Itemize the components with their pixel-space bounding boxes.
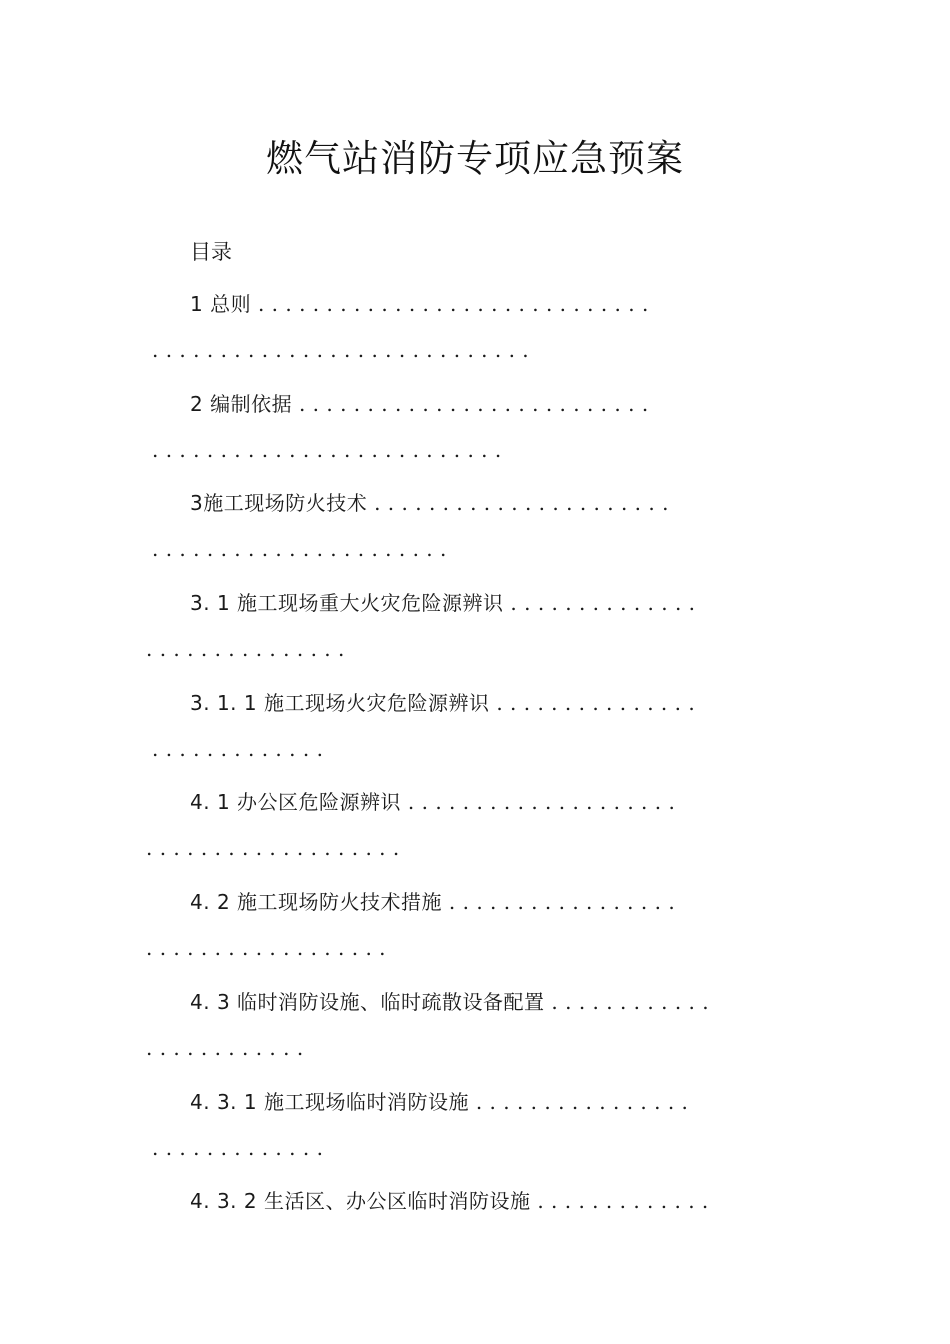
toc-entry-label: 4. 3. 2 生活区、办公区临时消防设施 xyxy=(190,1189,531,1213)
toc-leader-dots: . . . . . . . . . . . . . . . . . . . . . . . . . . . . . xyxy=(251,292,649,316)
toc-entry-line[interactable] xyxy=(190,886,675,915)
toc-entry-label: 4. 1 办公区危险源辨识 xyxy=(190,790,402,814)
toc-entry-label: 1 总则 xyxy=(190,292,252,316)
toc-leader-continuation: . . . . . . . . . . . . . . . . . . . . . . . . . . . . xyxy=(152,338,530,362)
toc-leader-continuation: . . . . . . . . . . . . . xyxy=(152,1136,324,1160)
toc-entry-label: 2 编制依据 xyxy=(190,392,293,416)
toc-entry-line[interactable] xyxy=(190,487,669,516)
toc-entry-line[interactable] xyxy=(190,1086,688,1115)
toc-entry-line[interactable] xyxy=(190,786,675,815)
toc-leader-dots: . . . . . . . . . . . . . . . . . . . . . . xyxy=(367,491,669,515)
toc-entry-label: 4. 2 施工现场防火技术措施 xyxy=(190,890,443,914)
toc-leader-dots: . . . . . . . . . . . . . . . . . . . . xyxy=(401,790,676,814)
toc-leader-continuation: . . . . . . . . . . . . . . . xyxy=(146,637,345,661)
toc-leader-dots: . . . . . . . . . . . . . . . . . . . . . . . . . . xyxy=(292,392,649,416)
toc-leader-continuation: . . . . . . . . . . . . . . . . . . . . . . . . . . xyxy=(152,438,502,462)
toc-leader-dots: . . . . . . . . . . . . . xyxy=(530,1189,709,1213)
toc-leader-continuation: . . . . . . . . . . . . . . . . . . xyxy=(146,936,387,960)
toc-entry-label: 3. 1. 1 施工现场火灾危险源辨识 xyxy=(190,691,490,715)
toc-leader-dots: . . . . . . . . . . . . xyxy=(544,990,710,1014)
toc-entry-label: 4. 3. 1 施工现场临时消防设施 xyxy=(190,1090,469,1114)
toc-entry-label: 3施工现场防火技术 xyxy=(190,491,368,515)
toc-entry-line[interactable] xyxy=(190,687,695,716)
toc-entry-line[interactable] xyxy=(190,587,696,616)
toc-heading: 目录 xyxy=(190,240,232,264)
toc-leader-continuation: . . . . . . . . . . . . . . . . . . . xyxy=(146,836,400,860)
document-title: 燃气站消防专项应急预案 xyxy=(266,137,684,180)
toc-entry-line[interactable] xyxy=(190,288,649,317)
toc-leader-dots: . . . . . . . . . . . . . . . . xyxy=(468,1090,689,1114)
toc-leader-dots: . . . . . . . . . . . . . . xyxy=(503,591,696,615)
toc-entry-label: 4. 3 临时消防设施、临时疏散设备配置 xyxy=(190,990,545,1014)
toc-leader-continuation: . . . . . . . . . . . . . . . . . . . . . . xyxy=(152,537,447,561)
toc-entry-label: 3. 1 施工现场重大火灾危险源辨识 xyxy=(190,591,504,615)
toc-leader-continuation: . . . . . . . . . . . . xyxy=(146,1036,304,1060)
toc-leader-dots: . . . . . . . . . . . . . . . xyxy=(489,691,696,715)
toc-leader-dots: . . . . . . . . . . . . . . . . . xyxy=(442,890,676,914)
toc-entry-line[interactable] xyxy=(190,986,709,1015)
toc-leader-continuation: . . . . . . . . . . . . . xyxy=(152,737,324,761)
toc-entry-line[interactable] xyxy=(190,1185,709,1214)
toc-entry-line[interactable] xyxy=(190,388,649,417)
